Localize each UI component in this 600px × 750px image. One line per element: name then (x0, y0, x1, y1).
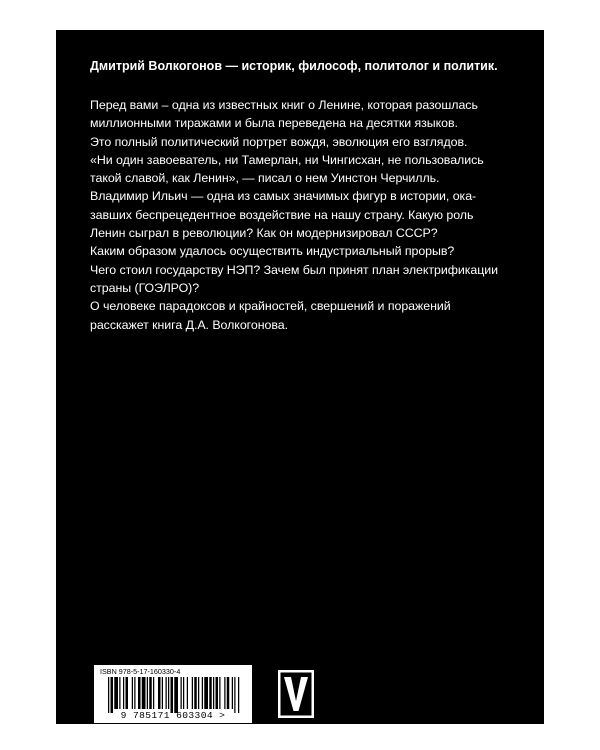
description-line: такой славой, как Ленин», — писал о нем Уинстон Черчилль. (90, 171, 440, 186)
isbn-number: ISBN 978-5-17-160330-4 (100, 667, 181, 676)
description-line: «Ни один завоеватель, ни Тамерлан, ни Чингисхан, не пользовались (90, 152, 484, 167)
publisher-v-logo-icon (278, 670, 314, 718)
description-line: завших беспрецедентное воздействие на нашу страну. Какую роль (90, 207, 474, 222)
description-line: О человеке парадоксов и крайностей, свершений и поражений (90, 299, 451, 314)
isbn-barcode (94, 665, 252, 723)
cover-description (90, 96, 522, 334)
description-line: страны (ГОЭЛРО)? (90, 280, 200, 295)
description-line: Каким образом удалось осуществить индустриальный прорыв? (90, 244, 455, 259)
barcode-digits: 9 785171 603304 > (120, 710, 226, 721)
description-line: расскажет книга Д.А. Волкогонова. (90, 317, 288, 332)
description-line: Владимир Ильич — одна из самых значимых фигур в истории, ока- (90, 189, 477, 204)
description-line: Чего стоил государству НЭП? Зачем был принят план электрификации (90, 262, 499, 277)
author-lead-line: Дмитрий Волкогонов — историк, философ, политолог и политик. (90, 59, 498, 73)
description-line: миллионными тиражами и была переведена на десятки языков. (90, 116, 458, 131)
book-back-cover (56, 30, 544, 724)
description-line: Это полный политический портрет вождя, эволюция его взглядов. (90, 134, 468, 149)
description-line: Ленин сыграл в революции? Как он модернизировал СССР? (90, 226, 438, 241)
description-line: Перед вами – одна из известных книг о Ленине, которая разошлась (90, 98, 478, 112)
